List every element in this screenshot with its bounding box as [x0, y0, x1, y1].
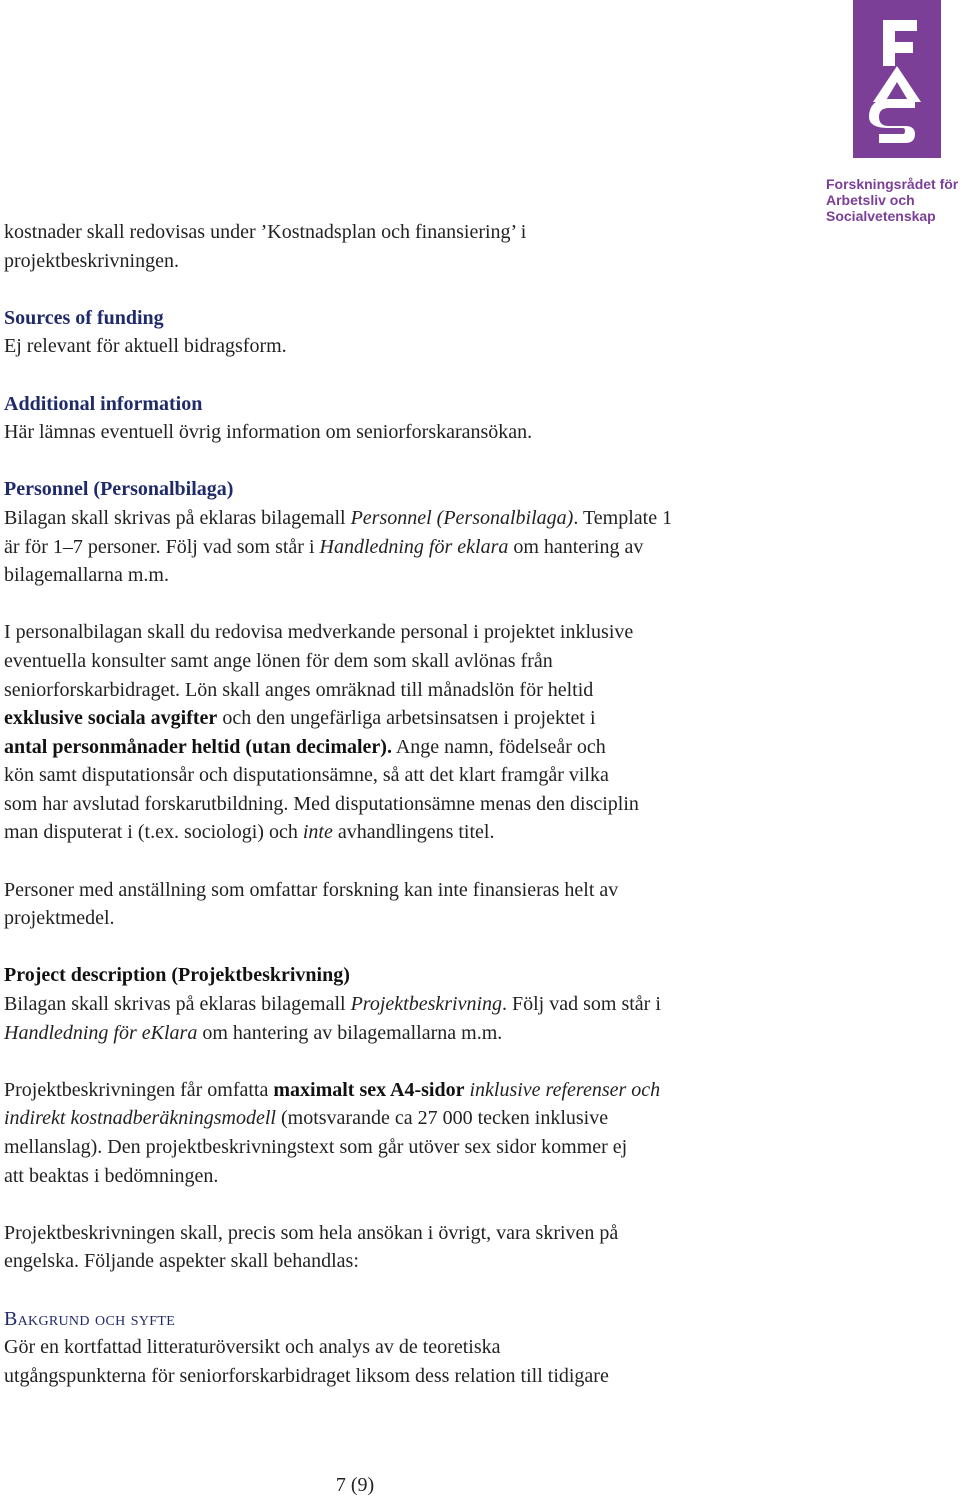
logo-line-2: Arbetsliv och	[826, 192, 915, 208]
document-body	[4, 218, 724, 1390]
page-number: 7 (9)	[335, 1474, 375, 1496]
project-line-2: Handledning för eKlara om hantering av bilagemallarna m.m.	[4, 1021, 503, 1044]
project-body-line-2: indirekt kostnadberäkningsmodell (motsvarande ca 27 000 tecken inklusive	[4, 1107, 609, 1130]
logo-line-1: Forskningsrådet för	[826, 176, 959, 192]
intro-line-2: projektbeskrivningen.	[4, 249, 179, 272]
background-line-2: utgångspunkterna för seniorforskarbidraget liksom dess relation till tidigare	[4, 1364, 609, 1387]
sources-heading: Sources of funding	[4, 306, 164, 329]
fas-logo	[808, 0, 960, 232]
background-heading: Bakgrund och syfte	[4, 1307, 176, 1330]
personnel-body-line-7: som har avslutad forskarutbildning. Med disputationsämne menas den disciplin	[4, 792, 639, 815]
personnel-body-line-3: seniorforskarbidraget. Lön skall anges omräknad till månadslön för heltid	[4, 678, 594, 701]
persons-line-2: projektmedel.	[4, 907, 115, 930]
fas-logo-mark	[853, 0, 941, 158]
intro-line-1: kostnader skall redovisas under ’Kostnadsplan och finansiering’ i	[4, 221, 527, 243]
language-line-1: Projektbeskrivningen skall, precis som hela ansökan i övrigt, vara skriven på	[4, 1221, 619, 1244]
fas-logo-text	[826, 176, 960, 224]
additional-heading: Additional information	[4, 392, 203, 415]
personnel-body-line-4: exklusive sociala avgifter och den ungefärliga arbetsinsatsen i projektet i	[4, 707, 596, 730]
language-line-2: engelska. Följande aspekter skall behandlas:	[4, 1250, 359, 1273]
project-body-line-1: Projektbeskrivningen får omfatta maximalt sex A4-sidor inklusive referenser och	[4, 1078, 661, 1101]
sources-text: Ej relevant för aktuell bidragsform.	[4, 335, 287, 358]
background-line-1: Gör en kortfattad litteraturöversikt och analys av de teoretiska	[4, 1336, 501, 1359]
project-body-line-4: att beaktas i bedömningen.	[4, 1164, 219, 1187]
project-heading: Project description (Projektbeskrivning)	[4, 964, 350, 987]
personnel-line-1: Bilagan skall skrivas på eklaras bilagemall Personnel (Personalbilaga). Template 1	[4, 506, 673, 529]
persons-line-1: Personer med anställning som omfattar forskning kan inte finansieras helt av	[4, 878, 619, 901]
personnel-line-3: bilagemallarna m.m.	[4, 564, 169, 587]
additional-text: Här lämnas eventuell övrig information om seniorforskaransökan.	[4, 421, 533, 444]
personnel-body-line-5: antal personmånader heltid (utan decimaler). Ange namn, födelseår och	[4, 735, 606, 758]
personnel-body-line-2: eventuella konsulter samt ange lönen för dem som skall avlönas från	[4, 649, 553, 672]
personnel-body-line-8: man disputerat i (t.ex. sociologi) och inte avhandlingens titel.	[4, 821, 495, 844]
personnel-line-2: är för 1–7 personer. Följ vad som står i Handledning för eklara om hantering av	[4, 535, 644, 558]
personnel-body-line-1: I personalbilagan skall du redovisa medverkande personal i projektet inklusive	[4, 621, 634, 644]
personnel-body-line-6: kön samt disputationsår och disputationsämne, så att det klart framgår vilka	[4, 764, 609, 787]
personnel-heading: Personnel (Personalbilaga)	[4, 478, 234, 501]
project-body-line-3: mellanslag). Den projektbeskrivningstext som går utöver sex sidor kommer ej	[4, 1136, 628, 1158]
logo-line-3: Socialvetenskap	[826, 208, 936, 224]
fas-letters-icon	[853, 0, 941, 158]
project-line-1: Bilagan skall skrivas på eklaras bilagemall Projektbeskrivning. Följ vad som står i	[4, 993, 661, 1016]
